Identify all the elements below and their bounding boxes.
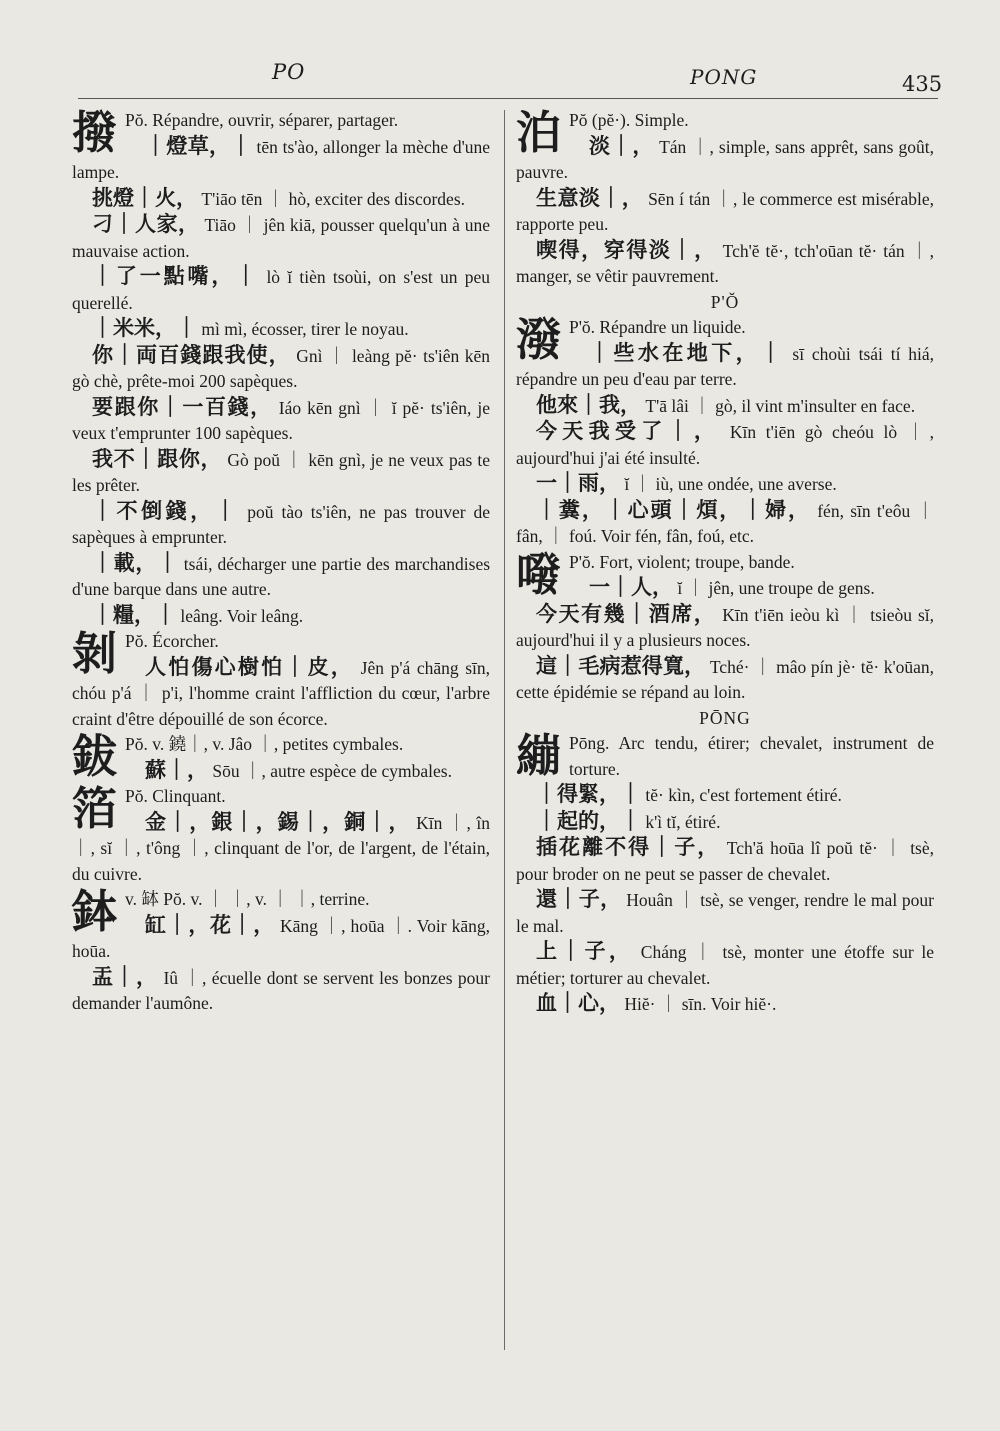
- sub-entry: [516, 238, 934, 290]
- phrase-gloss: k'ì tĭ, étiré.: [645, 811, 721, 832]
- sub-entry: [516, 809, 934, 836]
- phrase-gloss: ĭ ｜ jên, une troupe de gens.: [677, 578, 875, 598]
- sub-entry: [516, 134, 934, 186]
- entry-definition: Pŏ. Clinquant.: [125, 786, 226, 806]
- sub-entry: [516, 498, 934, 550]
- phrase-gloss: T'iāo tēn ｜ hò, exciter des discordes.: [201, 188, 466, 209]
- chinese-phrase: 缸｜，花｜，: [145, 912, 275, 937]
- chinese-phrase: 這｜毛病惹得寬，: [536, 653, 706, 678]
- chinese-phrase: 刁｜人家，: [92, 212, 200, 236]
- sub-entry: [72, 134, 490, 186]
- sub-entry: [72, 186, 490, 213]
- header-rule: [78, 98, 938, 99]
- headword-char: 潑: [516, 313, 562, 366]
- sub-entry: [72, 913, 490, 965]
- entry-definition: Pŏ. v. 鐃｜, v. Jâo ｜, petites cymbales.: [125, 734, 404, 754]
- phrase-gloss: Iû ｜, écuelle dont se servent les bonzes pour demander l'aumône.: [72, 967, 491, 1013]
- chinese-phrase: 一｜人，: [589, 575, 674, 599]
- sub-entry: [516, 393, 934, 420]
- phrase-gloss: lò ĭ tièn tsoùi, on s'est un peu querellé.: [72, 267, 491, 313]
- phrase-gloss: mì mì, écosser, tirer le noyau.: [201, 319, 409, 339]
- chinese-phrase: 喫得，穿得淡｜，: [536, 237, 717, 262]
- sub-entry: [516, 782, 934, 809]
- dictionary-entry: [516, 731, 934, 782]
- entry-definition: v. 缽 Pŏ. v. ｜ ｜, v. ｜ ｜, terrine.: [125, 889, 370, 909]
- chinese-phrase: ｜燈草，｜: [145, 133, 252, 158]
- sub-entry: [72, 965, 490, 1017]
- chinese-phrase: 要跟你｜一百錢，: [92, 394, 273, 419]
- chinese-phrase: 盂｜，: [92, 964, 159, 989]
- chinese-phrase: ｜些水在地下，｜: [589, 340, 785, 365]
- chinese-phrase: 人怕傷心樹怕｜皮，: [145, 654, 355, 679]
- sub-entry: [72, 343, 490, 395]
- headword-char: 㗶: [516, 547, 562, 601]
- phrase-gloss: Jên p'á chāng sīn, chóu p'á ｜ p'i, l'homme craint l'affliction du cœur, l'arbre craint d'être dépouillé de son écorce.: [72, 657, 491, 729]
- chinese-phrase: ｜載，｜: [92, 550, 179, 575]
- phrase-gloss: Kāng ｜, hoūa ｜. Voir kāng, hoūa.: [72, 915, 491, 961]
- sub-entry: [516, 654, 934, 706]
- entry-definition: P'ŏ. Répandre un liquide.: [569, 317, 746, 337]
- headword-char: 鉢: [72, 885, 118, 938]
- section-heading: P'Ŏ: [710, 291, 740, 312]
- phrase-gloss: Kīn t'iēn ieòu kì ｜ tsieòu sĭ, aujourd'hui il y a plusieurs noces.: [516, 604, 934, 650]
- sub-entry: [516, 186, 934, 238]
- sub-entry: [72, 447, 490, 499]
- sub-entry: [516, 341, 934, 393]
- phrase-gloss: tsái, décharger une partie des marchandises d'une barque dans une autre.: [72, 553, 491, 599]
- section-heading: PŌNG: [699, 707, 751, 728]
- phrase-gloss: Hiĕ· ｜ sīn. Voir hiĕ·.: [624, 994, 777, 1014]
- chinese-phrase: 金｜，銀｜，錫｜，銅｜，: [145, 809, 411, 834]
- chinese-phrase: 上｜子，: [536, 939, 634, 963]
- chinese-phrase: 他來｜我，: [536, 392, 641, 417]
- headword-char: 撥: [72, 106, 118, 159]
- phrase-gloss: Cháng ｜ tsè, monter une étoffe sur le métier; torturer au chevalet.: [516, 942, 934, 988]
- entry-definition: Pŏ. Écorcher.: [125, 631, 219, 651]
- page-header: [0, 56, 1000, 96]
- phrase-gloss: tēn ts'ào, allonger la mèche d'une lampe.: [72, 136, 491, 182]
- sub-entry: [516, 991, 934, 1018]
- sub-entry: [72, 810, 490, 888]
- chinese-phrase: 蘇｜，: [145, 757, 209, 782]
- sub-entry: [72, 499, 490, 551]
- sub-entry: [72, 551, 490, 603]
- phrase-gloss: leâng. Voir leâng.: [180, 605, 304, 626]
- entry-definition: P'ŏ. Fort, violent; troupe, bande.: [569, 551, 795, 572]
- entry-definition: Pŏ (pĕ·). Simple.: [569, 110, 689, 130]
- chinese-phrase: 一｜雨，: [536, 471, 620, 495]
- dictionary-entry: [516, 106, 934, 159]
- sub-entry: [516, 835, 934, 887]
- phrase-gloss: Gnì ｜ leàng pĕ· ts'iên kēn gò chè, prête-moi 200 sapèques.: [72, 345, 491, 391]
- chinese-phrase: 你｜両百錢跟我使，: [92, 342, 291, 367]
- phrase-gloss: Tch'ă hoūa lî poŭ tĕ· ｜ tsè, pour broder on ne peut se passer de chevalet.: [516, 838, 935, 884]
- phrase-gloss: Tiāo ｜ jên kiā, pousser quelqu'un à une mauvaise action.: [72, 215, 491, 261]
- headword-char: 鈸: [72, 730, 118, 783]
- header-left: PO: [272, 60, 306, 84]
- chinese-phrase: ｜起的，｜: [536, 808, 641, 833]
- phrase-gloss: sī choùi tsái tí hiá, répandre un peu d'eau par terre.: [516, 343, 935, 389]
- phrase-gloss: Iáo kēn gnì ｜ ĭ pĕ· ts'iên, je veux t'emprunter 100 sapèques.: [72, 397, 491, 443]
- sub-entry: [72, 758, 490, 785]
- right-column: [516, 108, 934, 1018]
- sub-entry: [516, 471, 934, 498]
- chinese-phrase: 生意淡｜，: [536, 185, 644, 210]
- phrase-gloss: fén, sīn t'eôu ｜ fân, ｜ foú. Voir fén, fân, foú, etc.: [516, 500, 934, 546]
- chinese-phrase: 今天有幾｜酒席，: [536, 601, 717, 626]
- phrase-gloss: Kīn ｜, în ｜, sĭ ｜, t'ông ｜, clinquant de l'or, de l'argent, de l'étain, du cuivre.: [72, 812, 491, 884]
- chinese-phrase: 今天我受了｜，: [536, 419, 721, 443]
- chinese-phrase: 插花離不得｜子，: [536, 835, 721, 859]
- chinese-phrase: 挑燈｜火，: [92, 185, 197, 210]
- phrase-gloss: Gò poŭ ｜ kēn gnì, je ne veux pas te les prêter.: [72, 449, 491, 495]
- sub-entry: [72, 655, 490, 733]
- chinese-phrase: ｜不倒錢，｜: [92, 498, 240, 523]
- sub-entry: [516, 419, 934, 471]
- phrase-gloss: Tché· ｜ mâo pín jè· tĕ· k'oūan, cette épidémie se répand au loin.: [516, 656, 935, 702]
- sub-entry: [516, 602, 934, 654]
- phrase-gloss: Houân ｜ tsè, se venger, rendre le mal pour le mal.: [516, 890, 934, 936]
- sub-entry: [516, 939, 934, 991]
- headword-char: 剝: [72, 627, 118, 680]
- phrase-gloss: Kīn t'iēn gò cheóu lò ｜, aujourd'hui j'ai été insulté.: [516, 422, 935, 468]
- chinese-phrase: ｜得緊，｜: [536, 782, 641, 806]
- chinese-phrase: 淡｜，: [589, 133, 655, 158]
- sub-entry: [516, 575, 934, 602]
- phrase-gloss: Sēn í tán ｜, le commerce est misérable, rapporte peu.: [516, 188, 935, 234]
- sub-entry: [72, 212, 490, 264]
- sub-entry: [516, 887, 934, 939]
- header-right: PONG: [690, 65, 758, 89]
- sub-entry: [72, 316, 490, 343]
- chinese-phrase: ｜糧，｜: [92, 602, 176, 627]
- entry-definition: Pŏ. Répandre, ouvrir, séparer, partager.: [125, 110, 399, 130]
- headword-char: 箔: [72, 782, 118, 835]
- entry-definition: Pōng. Arc tendu, étirer; chevalet, instrument de torture.: [569, 733, 934, 779]
- chinese-phrase: ｜了一點嘴，｜: [92, 264, 260, 288]
- chinese-phrase: 還｜子，: [536, 887, 622, 911]
- phrase-gloss: Tch'ĕ tĕ·, tch'oūan tĕ· tán ｜, manger, se vêtir pauvrement.: [516, 240, 935, 286]
- sub-entry: [72, 264, 490, 316]
- phrase-gloss: poŭ tào ts'iên, ne pas trouver de sapèques à emprunter.: [72, 501, 491, 547]
- column-divider: [504, 110, 505, 1350]
- phrase-gloss: tĕ· kìn, c'est fortement étiré.: [645, 785, 842, 805]
- chinese-phrase: 我不｜跟你，: [92, 446, 223, 471]
- phrase-gloss: T'ā lâi ｜ gò, il vint m'insulter en face.: [645, 395, 916, 416]
- sub-entry: [72, 395, 490, 447]
- phrase-gloss: ĭ ｜ iù, une ondée, une averse.: [624, 474, 837, 494]
- phrase-gloss: Tán ｜, simple, sans apprêt, sans goût, pauvre.: [516, 136, 935, 182]
- headword-char: 繃: [516, 729, 562, 782]
- chinese-phrase: ｜米米，｜: [92, 316, 197, 340]
- chinese-phrase: ｜糞，｜心頭｜煩，｜婦，: [536, 497, 811, 522]
- phrase-gloss: Sōu ｜, autre espèce de cymbales.: [212, 760, 452, 781]
- left-column: [72, 108, 490, 1017]
- sub-entry: [72, 603, 490, 630]
- chinese-phrase: 血｜心，: [536, 991, 620, 1015]
- page-number: 435: [902, 72, 943, 96]
- headword-char: 泊: [516, 106, 562, 159]
